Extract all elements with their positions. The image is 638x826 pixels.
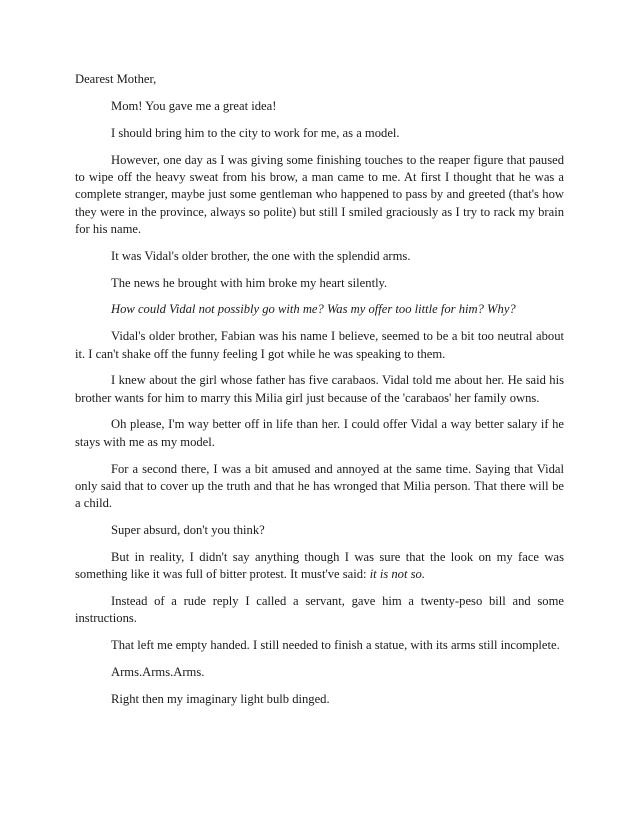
paragraph: Super absurd, don't you think? — [111, 522, 265, 537]
paragraph: Instead of a rude reply I called a servant, gave him a twenty-peso bill and some instructions. — [75, 593, 564, 626]
paragraph: I knew about the girl whose father has five carabaos. Vidal told me about her. He said his brother wants for him to marry this Milia girl just because of the 'carabaos' her family owns. — [75, 373, 564, 405]
paragraph: Vidal's older brother, Fabian was his name I believe, seemed to be a bit too neutral about it. I can't shake off the funny feeling I got while he was speaking to them. — [75, 329, 564, 361]
paragraph: It was Vidal's older brother, the one with the splendid arms. — [111, 248, 411, 263]
paragraph: That left me empty handed. I still needed to finish a statue, with its arms still incomplete. — [111, 637, 560, 652]
paragraph: For a second there, I was a bit amused and annoyed at the same time. Saying that Vidal only said that to cover up the truth and that he has wronged that Milia person. That there will be a child. — [75, 461, 564, 511]
paragraph: The news he brought with him broke my heart silently. — [111, 275, 388, 290]
paragraph: Mom! You gave me a great idea! — [111, 99, 277, 114]
paragraph: Oh please, I'm way better off in life than her. I could offer Vidal a way better salary if he stays with me as my model. — [75, 417, 564, 449]
letter-body — [75, 71, 564, 717]
italic-paragraph: How could Vidal not possibly go with me? Was my offer too little for him? Why? — [111, 302, 516, 317]
paragraph: However, one day as I was giving some finishing touches to the reaper figure that paused to wipe off the heavy sweat from his brow, a man came to me. At first I thought that he was a complete stranger, maybe just some gentleman who happened to pass by and greeted (that's how they were in the province, always so polite) but still I smiled graciously as I try to rack my brain for his name. — [75, 152, 564, 237]
letter-salutation: Dearest Mother, — [75, 72, 157, 86]
paragraph: Arms.Arms.Arms. — [111, 664, 205, 679]
paragraph-text: But in reality, I didn't say anything though I was sure that the look on my face was something like it was full of bitter protest. It must've said: — [75, 549, 564, 582]
paragraph: I should bring him to the city to work for me, as a model. — [111, 126, 400, 141]
paragraph: Right then my imaginary light bulb dinged. — [111, 691, 330, 706]
italic-phrase: it is not so. — [369, 567, 425, 582]
paragraph-with-italic-tail — [75, 549, 564, 584]
